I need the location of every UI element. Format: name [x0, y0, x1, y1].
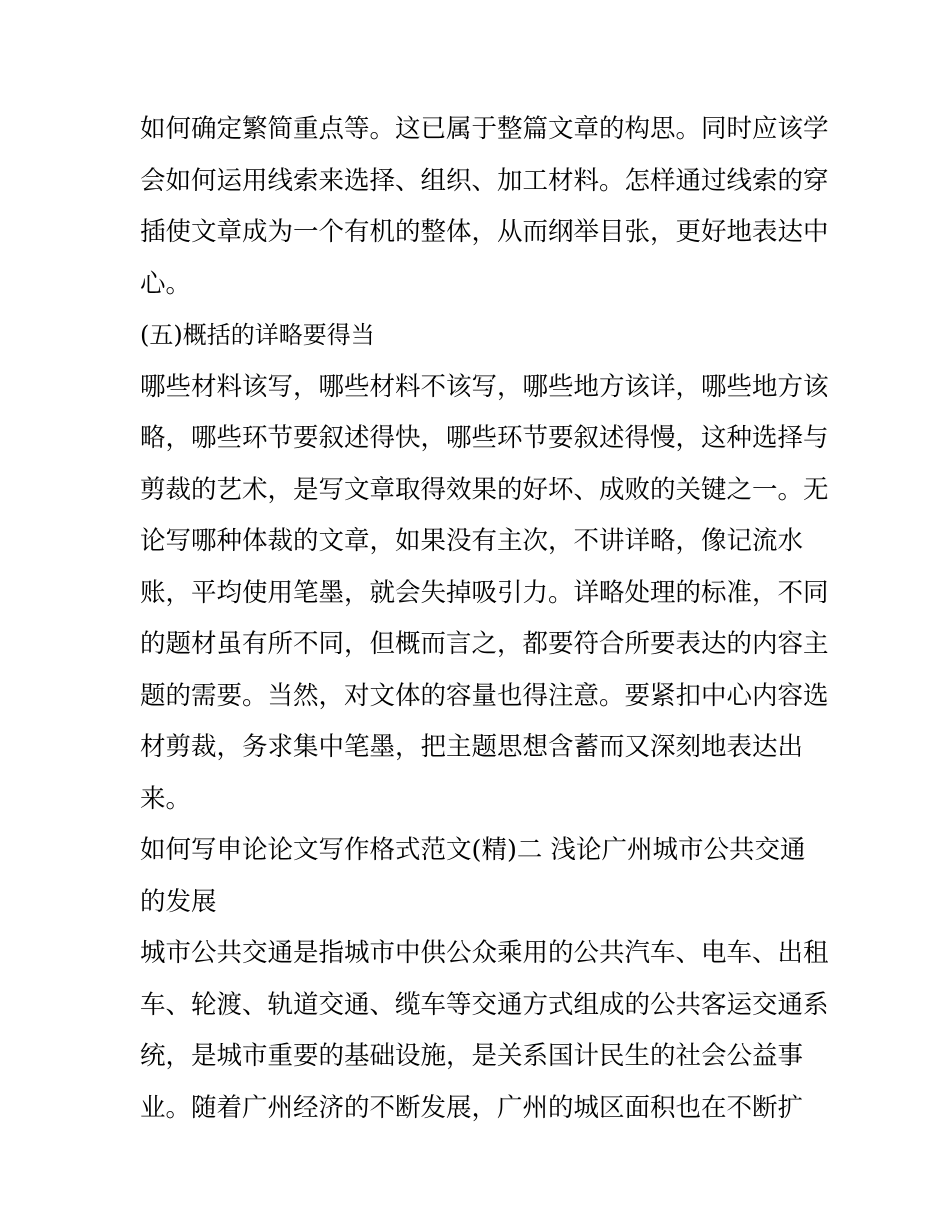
- text-line: 插使文章成为一个有机的整体，从而纲举目张，更好地表达中: [140, 217, 829, 247]
- paragraph-detail-brevity: [140, 362, 829, 826]
- text-line: 材剪裁，务求集中笔墨，把主题思想含蓄而又深刻地表达出: [140, 732, 804, 762]
- document-body: [140, 104, 829, 1134]
- text-line: 的题材虽有所不同，但概而言之，都要符合所要表达的内容主: [140, 629, 829, 659]
- text-line: 论写哪种体裁的文章，如果没有主次，不讲详略，像记流水: [140, 526, 804, 556]
- text-line: 心。: [140, 268, 192, 299]
- text-line: 略，哪些环节要叙述得快，哪些环节要叙述得慢，这种选择与: [140, 423, 829, 453]
- paragraph-public-transport: [140, 928, 829, 1134]
- text-line: 业。随着广州经济的不断发展，广州的城区面积也在不断扩: [140, 1092, 804, 1123]
- text-line: 会如何运用线索来选择、组织、加工材料。怎样通过线索的穿: [140, 165, 829, 196]
- text-line: 账，平均使用笔墨，就会失掉吸引力。详略处理的标准，不同: [140, 577, 829, 608]
- text-line: 如何确定繁简重点等。这已属于整篇文章的构思。同时应该学: [140, 114, 829, 144]
- text-line: 哪些材料该写，哪些材料不该写，哪些地方该详，哪些地方该: [140, 371, 829, 402]
- text-line: 剪裁的艺术，是写文章取得效果的好坏、成败的关键之一。无: [140, 474, 829, 505]
- text-line: 车、轮渡、轨道交通、缆车等交通方式组成的公共客运交通系: [140, 989, 829, 1020]
- text-line: 统，是城市重要的基础设施，是关系国计民生的社会公益事: [140, 1041, 804, 1071]
- text-line: 城市公共交通是指城市中供公众乘用的公共汽车、电车、出租: [140, 938, 829, 968]
- title-line: 的发展: [140, 886, 217, 917]
- article-title: [140, 825, 820, 928]
- text-line: 来。: [140, 783, 192, 814]
- text-line: 题的需要。当然，对文体的容量也得注意。要紧扣中心内容选: [140, 680, 829, 711]
- title-line: 如何写申论论文写作格式范文(精)二 浅论广州城市公共交通: [140, 835, 806, 865]
- paragraph-construction: [140, 104, 829, 310]
- section-heading-5: (五)概括的详略要得当: [140, 321, 375, 349]
